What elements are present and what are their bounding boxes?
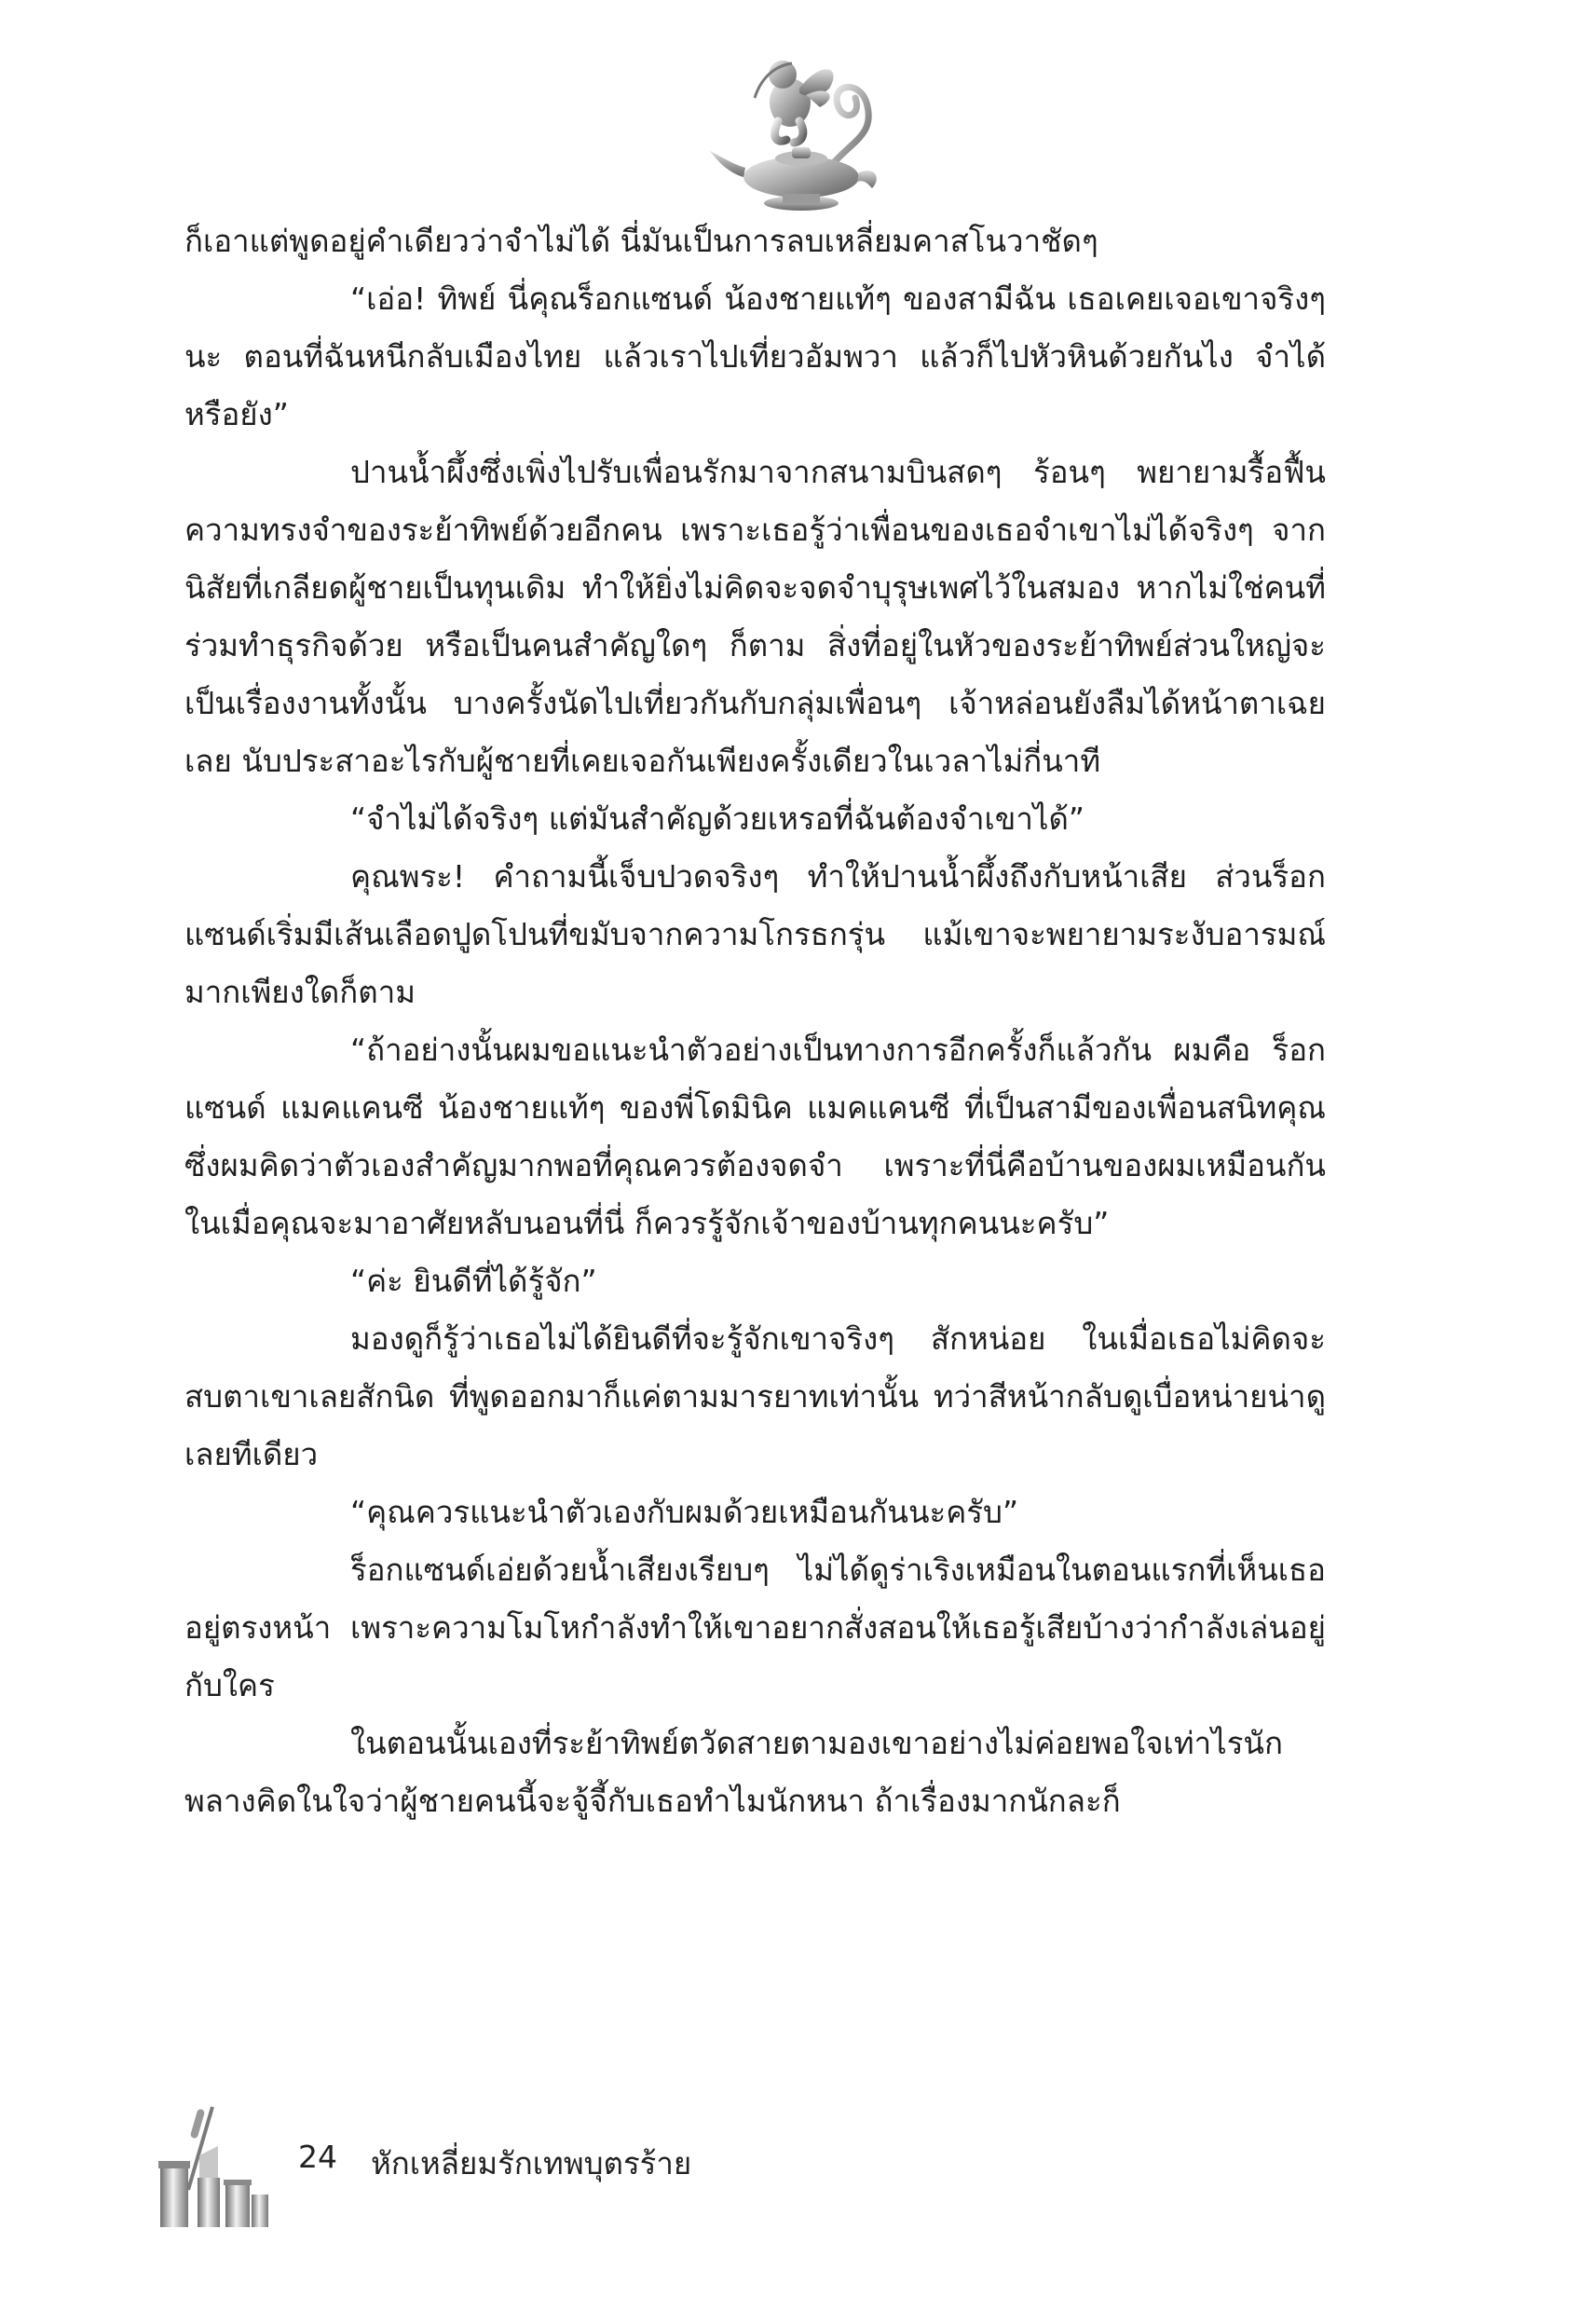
book-title: หักเหลี่ยมรักเทพบุตรร้าย	[371, 2145, 692, 2181]
paragraph-2: “เอ่อ! ทิพย์ นี่คุณร็อกแซนด์ น้องชายแท้ๆ ของสามีฉัน เธอเคยเจอเขาจริงๆ นะ ตอนที่ฉันหนีกลับเมืองไทย แล้วเราไปเที่ยวอัมพวา แล้วก็ไปหัวหินด้วยกันไง จำได้หรือยัง”	[184, 280, 1326, 432]
body-text	[184, 212, 1326, 1830]
cosmetics-mascara-lipstick-icon	[140, 2101, 280, 2232]
paragraph-9: “คุณควรแนะนำตัวเองกับผมด้วยเหมือนกันนะครับ”	[350, 1494, 1019, 1530]
paragraph-8: มองดูก็รู้ว่าเธอไม่ได้ยินดีที่จะรู้จักเขาจริงๆ สักหน่อย ในเมื่อเธอไม่คิดจะสบตาเขาเลยสักนิด ที่พูดออกมาก็แค่ตามมารยาทเท่านั้น ทว่าสีหน้ากลับดูเบื่อหน่ายน่าดูเลยทีเดียว	[184, 1320, 1326, 1472]
paragraph-10: ร็อกแซนด์เอ่ยด้วยน้ำเสียงเรียบๆ ไม่ได้ดูร่าเริงเหมือนในตอนแรกที่เห็นเธออยู่ตรงหน้า เพราะความโมโหกำลังทำให้เขาอยากสั่งสอนให้เธอรู้เสียบ้างว่ากำลังเล่นอยู่กับใคร	[184, 1552, 1326, 1703]
page-footer	[140, 2101, 792, 2232]
paragraph-6: “ถ้าอย่างนั้นผมขอแนะนำตัวอย่างเป็นทางการอีกครั้งก็แล้วกัน ผมคือ ร็อกแซนด์ แมคแคนซี น้องชายแท้ๆ ของพี่โดมินิค แมคแคนซี ที่เป็นสามีของเพื่อนสนิทคุณ ซึ่งผมคิดว่าตัวเองสำคัญมากพอที่คุณควรต้องจดจำ เพราะที่นี่คือบ้านของผมเหมือนกัน ในเมื่อคุณจะมาอาศัยหลับนอนที่นี่ ก็ควรรู้จักเจ้าของบ้านทุกคนนะครับ”	[184, 1032, 1326, 1241]
paragraph-3: ปานน้ำผึ้งซึ่งเพิ่งไปรับเพื่อนรักมาจากสนามบินสดๆ ร้อนๆ พยายามรื้อฟื้นความทรงจำของระย้าทิพย์ด้วยอีกคน เพราะเธอรู้ว่าเพื่อนของเธอจำเขาไม่ได้จริงๆ จากนิสัยที่เกลียดผู้ชายเป็นทุนเดิม ทำให้ยิ่งไม่คิดจะจดจำบุรุษเพศไว้ในสมอง หากไม่ใช่คนที่ร่วมทำธุรกิจด้วย หรือเป็นคนสำคัญใดๆ ก็ตาม สิ่งที่อยู่ในหัวของระย้าทิพย์ส่วนใหญ่จะเป็นเรื่องงานทั้งนั้น บางครั้งนัดไปเที่ยวกันกับกลุ่มเพื่อนๆ เจ้าหล่อนยังลืมได้หน้าตาเฉยเลย นับประสาอะไรกับผู้ชายที่เคยเจอกันเพียงครั้งเดียวในเวลาไม่กี่นาที	[184, 454, 1326, 779]
paragraph-7: “ค่ะ ยินดีที่ได้รู้จัก”	[350, 1263, 597, 1299]
paragraph-11: ในตอนนั้นเองที่ระย้าทิพย์ตวัดสายตามองเขาอย่างไม่ค่อยพอใจเท่าไรนัก พลางคิดในใจว่าผู้ชายคนนี้จะจู้จี้กับเธอทำไมนักหนา ถ้าเรื่องมากนักละก็	[184, 1725, 1283, 1819]
paragraph-4: “จำไม่ได้จริงๆ แต่มันสำคัญด้วยเหรอที่ฉันต้องจำเขาได้”	[350, 800, 1084, 837]
page-number: 24	[298, 2139, 337, 2175]
paragraph-5: คุณพระ! คำถามนี้เจ็บปวดจริงๆ ทำให้ปานน้ำผึ้งถึงกับหน้าเสีย ส่วนร็อกแซนด์เริ่มมีเส้นเลือดปูดโปนที่ขมับจากความโกรธกรุ่น แม้เขาจะพยายามระงับอารมณ์มากเพียงใดก็ตาม	[184, 858, 1326, 1010]
paragraph-1: ก็เอาแต่พูดอยู่คำเดียวว่าจำไม่ได้ นี่มันเป็นการลบเหลี่ยมคาสโนวาชัดๆ	[184, 223, 1098, 259]
cherub-teapot-icon	[689, 47, 913, 224]
